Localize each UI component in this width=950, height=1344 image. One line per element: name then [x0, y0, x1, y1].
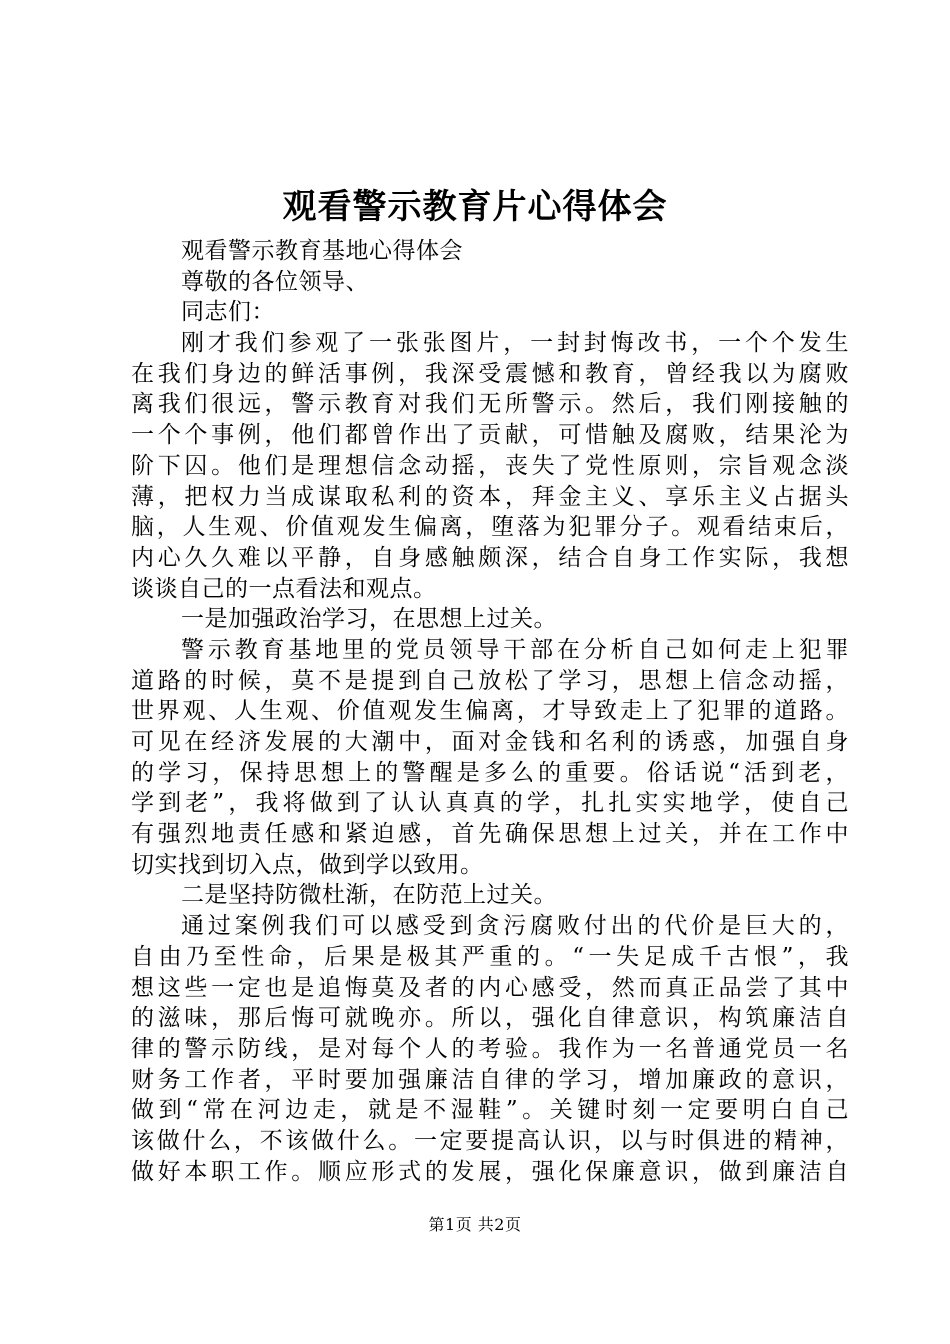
- body-line: 律的警示防线，是对每个人的考验。我作为一名普通党员一名: [131, 1035, 849, 1062]
- body-line: 通过案例我们可以感受到贪污腐败付出的代价是巨大的，: [181, 913, 849, 940]
- body-line: 可见在经济发展的大潮中，面对金钱和名利的诱惑，加强自身: [131, 729, 849, 755]
- document-body: [131, 236, 849, 1187]
- body-line: 财务工作者，平时要加强廉洁自律的学习，增加廉政的意识，: [131, 1066, 849, 1093]
- body-line: 谈谈自己的一点看法和观点。: [131, 575, 437, 602]
- document-title: 观看警示教育片心得体会: [282, 187, 668, 227]
- body-line: 的学习，保持思想上的警醒是多么的重要。俗话说“活到老，: [131, 759, 849, 786]
- body-line: 自由乃至性命，后果是极其严重的。“一失足成千古恨”，我: [131, 943, 849, 970]
- body-line: 有强烈地责任感和紧迫感，首先确保思想上过关，并在工作中: [131, 821, 849, 848]
- body-line: 道路的时候，莫不是提到自己放松了学习，思想上信念动摇，: [131, 667, 849, 694]
- body-line: 世界观、人生观、价值观发生偏离，才导致走上了犯罪的道路。: [131, 698, 849, 725]
- body-line: 的滋味，那后悔可就晚亦。所以，强化自律意识，构筑廉洁自: [131, 1005, 849, 1032]
- body-line: 学到老”，我将做到了认认真真的学，扎扎实实地学，使自己: [131, 790, 849, 817]
- body-line: 一个个事例，他们都曾作出了贡献，可惜触及腐败，结果沦为: [131, 422, 849, 449]
- page-footer: 第1页 共2页: [428, 1215, 522, 1234]
- body-line: 二是坚持防微杜渐，在防范上过关。: [181, 882, 557, 909]
- body-line: 该做什么，不该做什么。一定要提高认识，以与时俱进的精神，: [131, 1127, 849, 1154]
- body-line: 做到“常在河边走，就是不湿鞋”。关键时刻一定要明白自己: [131, 1097, 849, 1124]
- body-line: 脑，人生观、价值观发生偏离，堕落为犯罪分子。观看结束后，: [131, 514, 849, 541]
- body-line: 薄，把权力当成谋取私利的资本，拜金主义、享乐主义占据头: [131, 483, 849, 510]
- body-line: 做好本职工作。顺应形式的发展，强化保廉意识，做到廉洁自: [131, 1158, 849, 1185]
- body-line: 尊敬的各位领导、: [181, 268, 369, 295]
- body-line: 观看警示教育基地心得体会: [181, 238, 463, 264]
- body-line: 在我们身边的鲜活事例，我深受震憾和教育，曾经我以为腐败: [131, 360, 849, 387]
- body-line: 内心久久难以平静，自身感触颇深，结合自身工作实际，我想: [131, 544, 849, 571]
- body-line: 同志们：: [181, 299, 275, 326]
- body-line: 想这些一定也是追悔莫及者的内心感受，然而真正品尝了其中: [131, 974, 849, 1001]
- body-line: 切实找到切入点，做到学以致用。: [131, 851, 484, 878]
- body-line: 刚才我们参观了一张张图片，一封封悔改书，一个个发生: [181, 330, 849, 357]
- body-line: 离我们很远，警示教育对我们无所警示。然后，我们刚接触的: [131, 391, 849, 418]
- body-line: 一是加强政治学习，在思想上过关。: [181, 606, 557, 633]
- body-line: 阶下囚。他们是理想信念动摇，丧失了党性原则，宗旨观念淡: [131, 452, 849, 479]
- body-line: 警示教育基地里的党员领导干部在分析自己如何走上犯罪: [181, 636, 849, 663]
